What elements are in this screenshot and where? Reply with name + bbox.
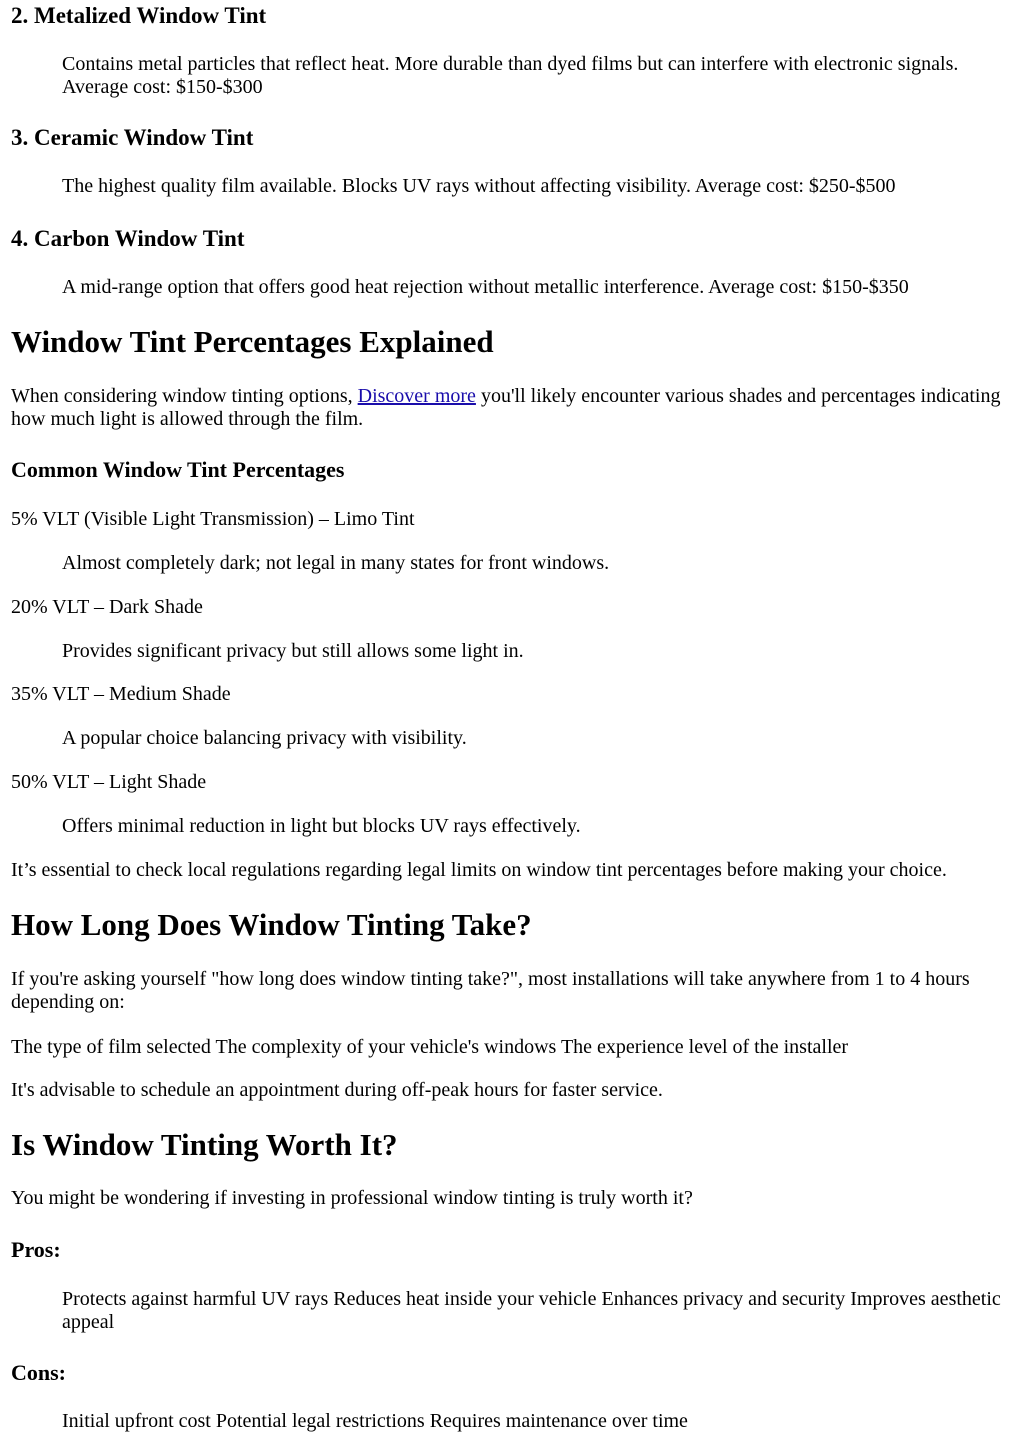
- cons-list: Initial upfront cost Potential legal restrictions Requires maintenance over time: [62, 1410, 688, 1432]
- ceramic-tint-heading: 3. Ceramic Window Tint: [11, 125, 254, 150]
- pros-heading: Pros:: [11, 1237, 61, 1262]
- vlt-item-label: 20% VLT – Dark Shade: [11, 596, 203, 618]
- duration-advice: It's advisable to schedule an appointment during off-peak hours for faster service.: [11, 1079, 663, 1101]
- percentages-intro-before: When considering window tinting options,: [11, 385, 358, 407]
- vlt-item-description: Provides significant privacy but still allows some light in.: [62, 640, 524, 662]
- metalized-tint-description: Contains metal particles that reflect heat. More durable than dyed films but can interfere with electronic signals. Average cost: $150-$300: [62, 53, 959, 98]
- vlt-item-description: Almost completely dark; not legal in many states for front windows.: [62, 552, 610, 574]
- vlt-item-description: Offers minimal reduction in light but blocks UV rays effectively.: [62, 815, 581, 837]
- metalized-tint-heading: 2. Metalized Window Tint: [11, 3, 267, 28]
- vlt-item-label: 5% VLT (Visible Light Transmission) – Limo Tint: [11, 508, 415, 530]
- duration-intro: If you're asking yourself "how long does window tinting take?", most installations will take anywhere from 1 to 4 hours depending on:: [11, 968, 970, 1013]
- discover-more-link[interactable]: Discover more: [357, 385, 476, 407]
- pros-list: Protects against harmful UV rays Reduces heat inside your vehicle Enhances privacy and security Improves aesthetic appeal: [62, 1288, 1001, 1333]
- percentages-intro-after: you'll likely encounter various shades and percentages indicating how much light is allowed through the film.: [11, 385, 1001, 430]
- duration-factors: The type of film selected The complexity of your vehicle's windows The experience level of the installer: [11, 1036, 849, 1058]
- duration-section-heading: How Long Does Window Tinting Take?: [11, 907, 532, 942]
- worth-intro: You might be wondering if investing in professional window tinting is truly worth it?: [11, 1187, 693, 1209]
- ceramic-tint-description: The highest quality film available. Blocks UV rays without affecting visibility. Average cost: $250-$500: [62, 175, 896, 197]
- carbon-tint-description: A mid-range option that offers good heat rejection without metallic interference. Average cost: $150-$350: [62, 276, 909, 298]
- vlt-item-label: 50% VLT – Light Shade: [11, 771, 207, 793]
- vlt-item-label: 35% VLT – Medium Shade: [11, 683, 231, 705]
- percentages-section-heading: Window Tint Percentages Explained: [11, 324, 494, 359]
- worth-section-heading: Is Window Tinting Worth It?: [11, 1127, 398, 1162]
- vlt-item-description: A popular choice balancing privacy with visibility.: [62, 727, 467, 749]
- percentages-intro: [11, 385, 1006, 431]
- common-percentages-heading: Common Window Tint Percentages: [11, 457, 345, 482]
- regulations-note: It’s essential to check local regulations regarding legal limits on window tint percentages before making your choice.: [11, 859, 947, 881]
- cons-heading: Cons:: [11, 1360, 67, 1385]
- carbon-tint-heading: 4. Carbon Window Tint: [11, 226, 245, 251]
